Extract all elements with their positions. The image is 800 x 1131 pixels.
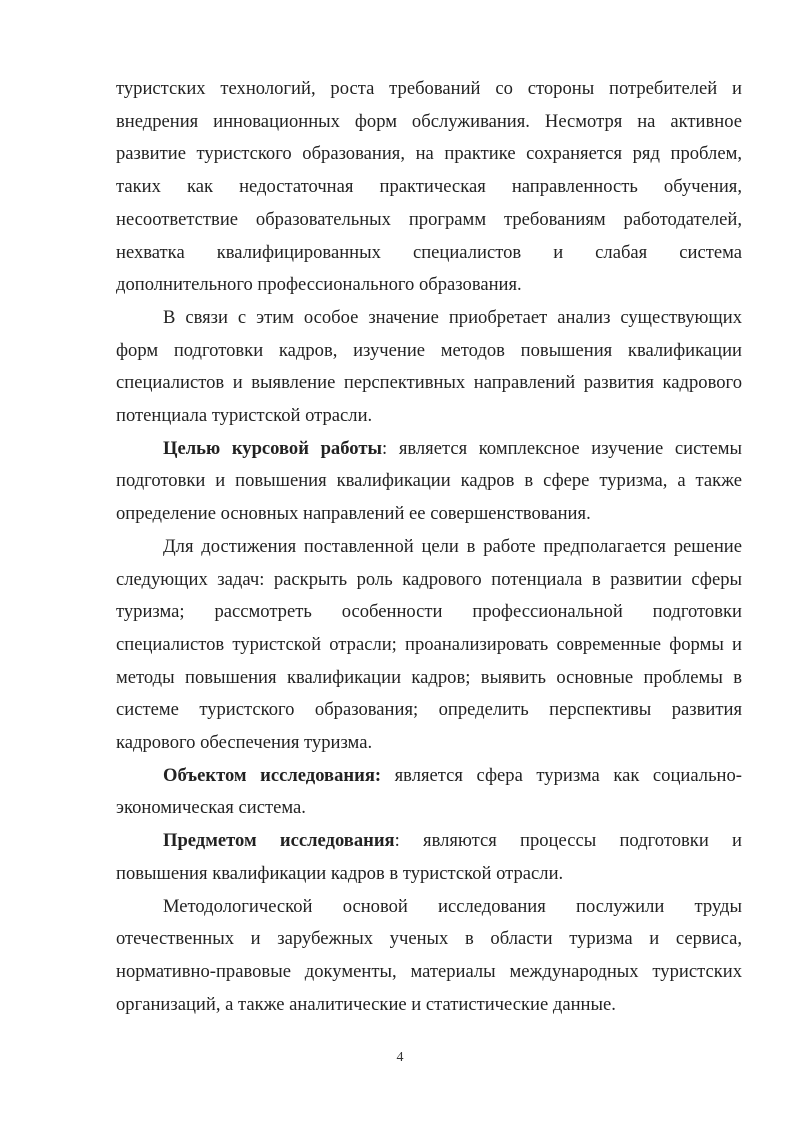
paragraph-text: туристских технологий, роста требований со стороны потребителей и внедрения инновационных форм обслуживания. Несмотря на активное развитие туристского образования, на практике сохраняется ряд проблем, таких как недостаточная практическая направленность обучения, несоответствие образовательных программ требованиям работодателей, нехватка квалифицированных специалистов и слабая система дополнительного профессионального образования. [116, 78, 742, 296]
paragraph-continuation [116, 73, 742, 302]
paragraph-methodology [116, 891, 742, 1022]
paragraph-heading: Целью курсовой работы [163, 437, 382, 459]
paragraph-text: является сфера туризма как социально-экономическая система. [116, 764, 742, 819]
paragraph-object [116, 760, 742, 825]
body-text [116, 73, 742, 1021]
paragraph-text: Для достижения поставленной цели в работе предполагается решение следующих задач: раскрыть роль кадрового потенциала в развитии сферы туризма; рассмотреть особенности профессиональной подготовки специалистов туристской отрасли; проанализировать современные формы и методы повышения квалификации кадров; выявить основные проблемы в системе туристского образования; определить перспективы развития кадрового обеспечения туризма. [116, 535, 742, 754]
paragraph-goal [116, 433, 742, 531]
paragraph-relevance [116, 302, 742, 433]
paragraph-text: : является комплексное изучение системы подготовки и повышения квалификации кадров в сфере туризма, а также определение основных направлений ее совершенствования. [116, 437, 742, 525]
paragraph-text: В связи с этим особое значение приобретает анализ существующих форм подготовки кадров, изучение методов повышения квалификации специалистов и выявление перспективных направлений развития кадрового потенциала туристской отрасли. [116, 306, 742, 427]
page-number: 4 [396, 1050, 404, 1065]
paragraph-text: Методологической основой исследования послужили труды отечественных и зарубежных ученых в области туризма и сервиса, нормативно-правовые документы, материалы международных туристских организаций, а также аналитические и статистические данные. [116, 895, 742, 1015]
paragraph-subject [116, 825, 742, 890]
paragraph-tasks [116, 531, 742, 760]
paragraph-heading: Объектом исследования: [163, 764, 382, 786]
paragraph-text: : являются процессы подготовки и повышения квалификации кадров в туристской отрасли. [116, 830, 742, 884]
paragraph-heading: Предметом исследования [163, 830, 395, 852]
